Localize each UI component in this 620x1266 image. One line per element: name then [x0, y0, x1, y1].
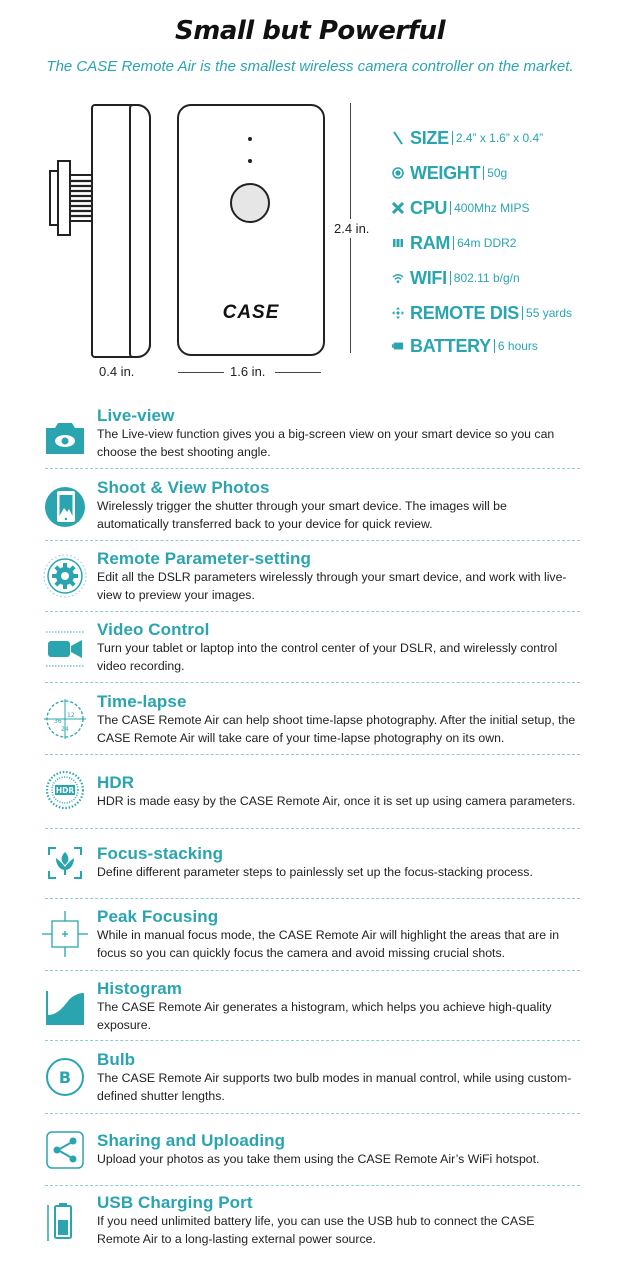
phone-photo-icon — [42, 484, 88, 530]
hot-shoe-mount-graphic — [49, 155, 93, 241]
feature-divider — [45, 970, 580, 971]
feature-title: Shoot & View Photos — [97, 478, 270, 497]
feature-description: Wirelessly trigger the shutter through your smart device. The images will be automatically transferred back to your device for quick review. — [97, 499, 507, 531]
clock-label: 24 — [61, 726, 69, 733]
spec-value: 2.4” x 1.6” x 0.4” — [452, 131, 543, 145]
spec-wifi — [392, 266, 520, 290]
spec-name: WEIGHT — [410, 162, 481, 183]
page-subtitle: The CASE Remote Air is the smallest wireless camera controller on the market. — [46, 58, 574, 75]
feature-title: Bulb — [97, 1050, 136, 1069]
ram-icon — [392, 236, 404, 250]
remote-distance-icon — [392, 306, 404, 320]
width-dimension-line — [178, 372, 224, 373]
focus-crosshair-icon — [42, 911, 88, 957]
feature-description: The CASE Remote Air generates a histogram, which helps you achieve high-quality exposure. — [97, 1000, 552, 1032]
feature-divider — [45, 1113, 580, 1114]
spec-name: REMOTE DIS — [410, 302, 520, 323]
device-logo: CASE — [222, 302, 280, 323]
spec-value: 64m DDR2 — [453, 236, 516, 250]
time-lapse-clock-icon — [42, 695, 88, 741]
feature-description: Turn your tablet or laptop into the control center of your DSLR, and wirelessly control video recording. — [97, 641, 558, 673]
spec-value: 400Mhz MIPS — [450, 201, 529, 215]
height-dimension-label: 2.4 in. — [334, 221, 370, 236]
spec-value: 50g — [483, 166, 507, 180]
feature-title: Video Control — [97, 620, 210, 639]
feature-title: USB Charging Port — [97, 1193, 253, 1212]
feature-description: The CASE Remote Air can help shoot time-lapse photography. After the initial setup, the CASE Remote Air will take care of your time-lapse photography on its own. — [97, 713, 576, 745]
feature-divider — [45, 754, 580, 755]
feature-title: HDR — [97, 773, 135, 792]
spec-name: CPU — [410, 197, 448, 218]
spec-value: 802.11 b/g/n — [450, 271, 520, 285]
spec-battery — [392, 334, 538, 358]
feature-divider — [45, 611, 580, 612]
gear-icon — [42, 553, 88, 599]
cpu-icon — [392, 201, 404, 215]
feature-description: HDR is made easy by the CASE Remote Air, once it is set up using camera parameters. — [97, 794, 576, 808]
feature-title: Remote Parameter-setting — [97, 549, 312, 568]
indicator-light — [248, 137, 252, 141]
share-icon — [42, 1127, 88, 1173]
hdr-icon — [42, 767, 88, 813]
spec-size — [392, 126, 543, 150]
size-icon — [392, 131, 404, 145]
feature-description: Define different parameter steps to painlessly set up the focus-stacking process. — [97, 865, 533, 879]
weight-icon — [392, 166, 404, 180]
feature-title: Peak Focusing — [97, 907, 219, 926]
feature-title: Time-lapse — [97, 692, 187, 711]
clock-label: 36 — [54, 718, 62, 725]
spec-remote-distance — [392, 301, 572, 325]
indicator-light — [248, 159, 252, 163]
feature-divider — [45, 828, 580, 829]
feature-divider — [45, 1040, 580, 1041]
hdr-icon-label: HDR — [55, 786, 75, 795]
live-view-icon — [42, 414, 88, 460]
spec-name: BATTERY — [410, 335, 491, 356]
feature-title: Live-view — [97, 406, 175, 425]
device-shutter-button — [230, 183, 270, 223]
battery-icon — [392, 339, 404, 353]
feature-description: While in manual focus mode, the CASE Remote Air will highlight the areas that are in focus so you can quickly focus the camera and avoid missing crucial shots. — [97, 928, 560, 960]
bulb-mode-icon — [42, 1054, 88, 1100]
feature-description: The Live-view function gives you a big-screen view on your smart device so you can choose the best shooting angle. — [97, 427, 555, 459]
feature-divider — [45, 468, 580, 469]
device-side-view — [91, 104, 151, 358]
spec-value: 6 hours — [494, 339, 538, 353]
video-camera-icon — [42, 626, 88, 672]
width-dimension-label: 1.6 in. — [230, 364, 266, 379]
clock-label: 12 — [67, 712, 75, 719]
feature-description: Upload your photos as you take them using the CASE Remote Air’s WiFi hotspot. — [97, 1152, 540, 1166]
battery-charging-icon — [42, 1199, 88, 1245]
depth-dimension-label: 0.4 in. — [99, 364, 135, 379]
spec-name: SIZE — [410, 127, 449, 148]
feature-title: Sharing and Uploading — [97, 1131, 286, 1150]
device-front-view — [177, 104, 325, 356]
feature-description: Edit all the DSLR parameters wirelessly through your smart device, and work with live-view to preview your images. — [97, 570, 567, 602]
feature-divider — [45, 682, 580, 683]
feature-title: Histogram — [97, 979, 182, 998]
feature-divider — [45, 1185, 580, 1186]
width-dimension-line — [275, 372, 321, 373]
feature-divider — [45, 898, 580, 899]
spec-cpu — [392, 196, 529, 220]
spec-value: 55 yards — [522, 306, 572, 320]
device-side-face — [129, 104, 151, 358]
spec-name: RAM — [410, 232, 451, 253]
spec-name: WIFI — [410, 267, 447, 288]
spec-weight — [392, 161, 507, 185]
feature-description: The CASE Remote Air supports two bulb modes in manual control, while using custom-defined shutter lengths. — [97, 1071, 572, 1103]
wifi-icon — [392, 271, 404, 285]
page-title: Small but Powerful — [175, 16, 445, 46]
focus-flower-icon — [42, 840, 88, 886]
histogram-icon — [42, 985, 88, 1031]
bulb-icon-label: B — [58, 1068, 72, 1087]
spec-ram — [392, 231, 516, 255]
feature-divider — [45, 540, 580, 541]
feature-title: Focus-stacking — [97, 844, 224, 863]
feature-description: If you need unlimited battery life, you can use the USB hub to connect the CASE Remote Air to a long-lasting external power source. — [97, 1214, 535, 1246]
